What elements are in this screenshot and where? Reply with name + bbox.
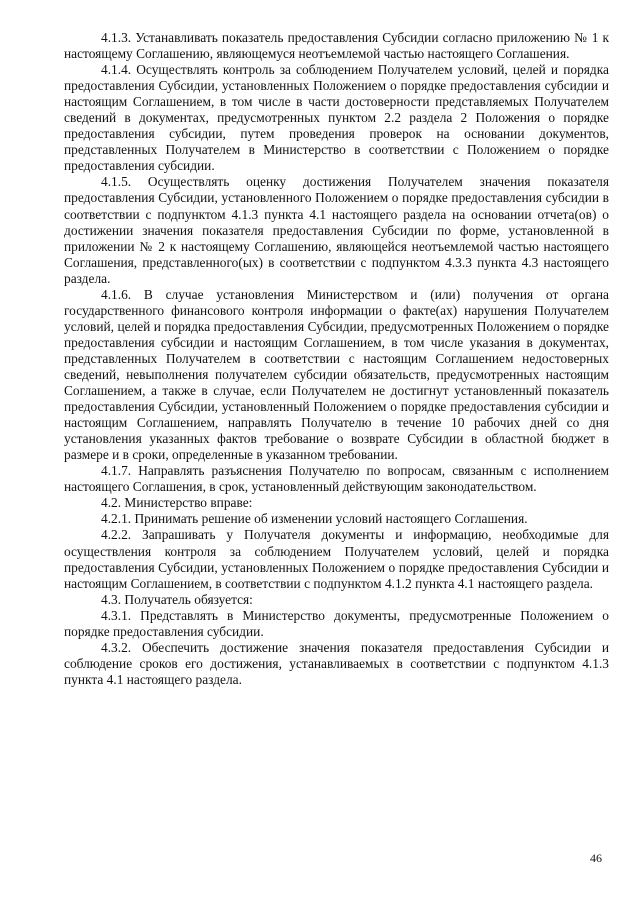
paragraph-4-2: 4.2. Министерство вправе:	[101, 495, 253, 511]
paragraph-4-3: 4.3. Получатель обязуется:	[101, 591, 253, 607]
paragraph-4-1-4: 4.1.4. Осуществлять контроль за соблюдением Получателем условий, целей и порядка предоставления Субсидии, установленных Положением о порядке предоставления субсидии и настоящим Соглашением, в том числе в части достоверности представляемых Получателем сведений в документах, предусмотренных пунктом 2.2 раздела 2 Положения о порядке предоставления субсидии, путем проведения проверок на основании документов, представленных Получателем в Министерство в соответствии с Положением о порядке предоставления субсидии.	[64, 62, 609, 174]
paragraph-4-1-7: 4.1.7. Направлять разъяснения Получателю по вопросам, связанным с исполнением настоящего Соглашения, в срок, установленный действующим законодательством.	[64, 463, 609, 495]
paragraph-4-2-1: 4.2.1. Принимать решение об изменении условий настоящего Соглашения.	[101, 511, 528, 527]
paragraph-4-1-6: 4.1.6. В случае установления Министерством и (или) получения от органа государственного финансового контроля информации о факте(ах) нарушения Получателем условий, целей и порядка предоставления Субсидии, предусмотренных Положением о порядке предоставления субсидии и настоящим Соглашением, в том числе указания в документах, представленных Получателем в соответствии с настоящим Соглашением недостоверных сведений, невыполнения получателем субсидии обязательств, предусмотренных настоящим Соглашением, а также в случае, если Получателем не достигнут установленный показатель предоставления Субсидии, установленный Положением о порядке предоставления субсидии и настоящим Соглашением, направлять Получателю в течение 10 рабочих дней со дня установления указанных фактов требование о возврате Субсидии в областной бюджет в размере и в сроки, определенные в указанном требовании.	[64, 286, 609, 463]
paragraph-4-3-1: 4.3.1. Представлять в Министерство документы, предусмотренные Положением о порядке предоставления субсидии.	[64, 607, 609, 639]
document-body	[64, 30, 609, 688]
paragraph-4-3-2: 4.3.2. Обеспечить достижение значения показателя предоставления Субсидии и соблюдение сроков его достижения, устанавливаемых в соответствии с подпунктом 4.1.3 пункта 4.1 настоящего раздела.	[64, 639, 609, 687]
paragraph-4-2-2: 4.2.2. Запрашивать у Получателя документы и информацию, необходимые для осуществления контроля за соблюдением Получателем условий, целей и порядка предоставления Субсидии, установленных Положением о порядке предоставления Субсидии и настоящим Соглашением, в соответствии с подпунктом 4.1.2 пункта 4.1 настоящего раздела.	[64, 527, 609, 591]
page-number: 46	[590, 851, 602, 865]
paragraph-4-1-3: 4.1.3. Устанавливать показатель предоставления Субсидии согласно приложению № 1 к настоящему Соглашению, являющемуся неотъемлемой частью настоящего Соглашения.	[64, 30, 609, 62]
paragraph-4-1-5: 4.1.5. Осуществлять оценку достижения Получателем значения показателя предоставления Субсидии, установленного Положением о порядке предоставления субсидии в соответствии с подпунктом 4.1.3 пункта 4.1 настоящего раздела на основании отчета(ов) о достижении значения показателя предоставления Субсидии по форме, установленной в приложении № 2 к настоящему Соглашению, являющейся неотъемлемой частью настоящего Соглашения, представленного(ых) в соответствии с подпунктом 4.3.3 пункта 4.3 настоящего раздела.	[64, 174, 609, 286]
